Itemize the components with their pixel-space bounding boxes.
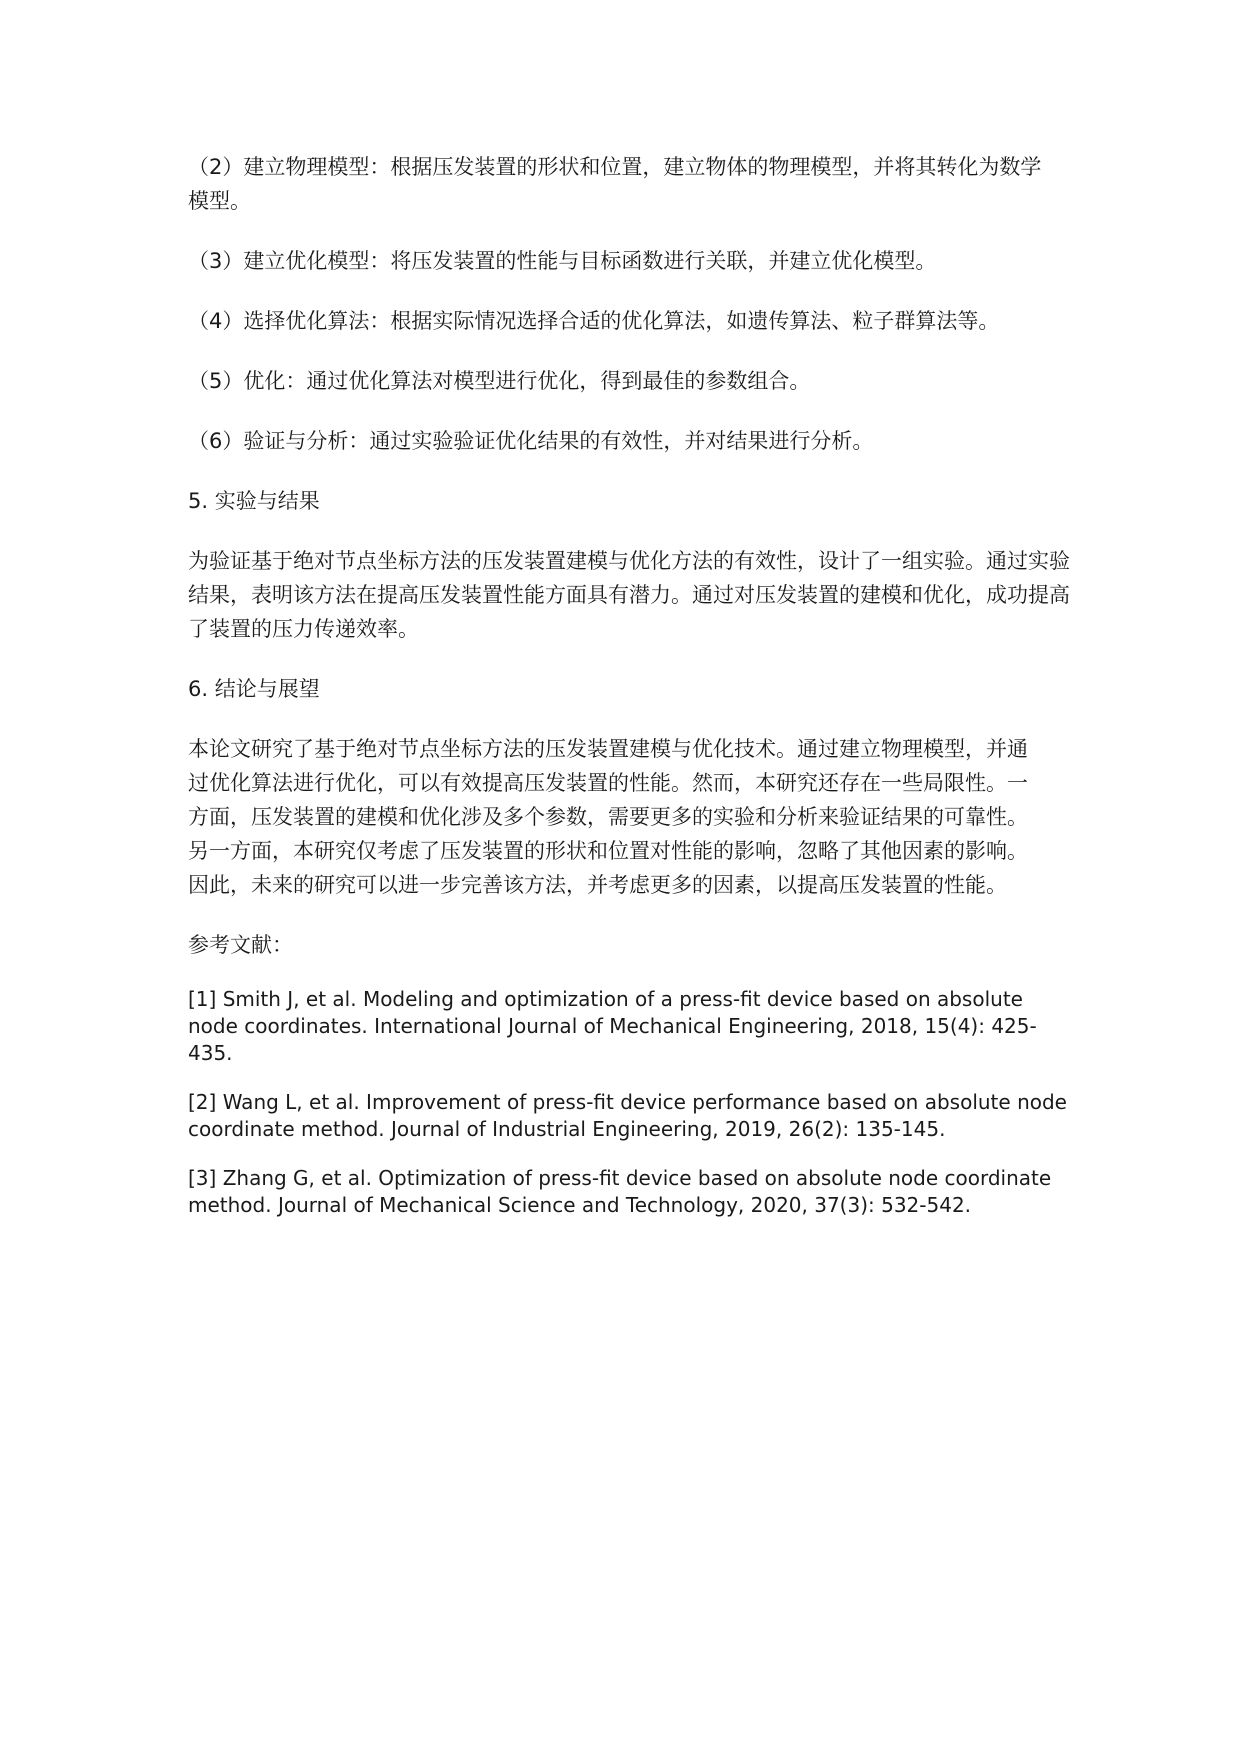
references-title: 参考文献：	[188, 933, 293, 957]
section-6-body: 本论文研究了基于绝对节点坐标方法的压发装置建模与优化技术。通过建立物理模型，并通过优化算法进行优化，可以有效提高压发装置的性能。然而，本研究还存在一些局限性。一方面，压发装置的建模和优化涉及多个参数，需要更多的实验和分析来验证结果的可靠性。另一方面，本研究仅考虑了压发装置的形状和位置对性能的影响，忽略了其他因素的影响。因此，未来的研究可以进一步完善该方法，并考虑更多的因素，以提高压发装置的性能。	[188, 737, 1028, 897]
reference-item-3: [3] Zhang G, et al. Optimization of press-fit device based on absolute node coordinate method. Journal of Mechanical Science and Technology, 2020, 37(3): 532-542.	[188, 1166, 1052, 1217]
step-paragraph-4: （4）选择优化算法：根据实际情况选择合适的优化算法，如遗传算法、粒子群算法等。	[188, 309, 1000, 333]
reference-item-2: [2] Wang L, et al. Improvement of press-fit device performance based on absolute node coordinate method. Journal of Industrial Engineering, 2019, 26(2): 135-145.	[188, 1090, 1067, 1141]
method-steps	[188, 150, 1088, 458]
section-5-body: 为验证基于绝对节点坐标方法的压发装置建模与优化方法的有效性，设计了一组实验。通过实验结果，表明该方法在提高压发装置性能方面具有潜力。通过对压发装置的建模和优化，成功提高了装置的压力传递效率。	[188, 549, 1070, 641]
reference-item-1: [1] Smith J, et al. Modeling and optimization of a press-fit device based on absolute node coordinates. International Journal of Mechanical Engineering, 2018, 15(4): 425-435.	[188, 987, 1037, 1065]
section-6-heading: 6. 结论与展望	[188, 677, 320, 701]
references-section	[188, 928, 1088, 1219]
step-paragraph-2: （2）建立物理模型：根据压发装置的形状和位置，建立物体的物理模型，并将其转化为数学模型。	[188, 155, 1042, 213]
step-paragraph-5: （5）优化：通过优化算法对模型进行优化，得到最佳的参数组合。	[188, 369, 811, 393]
step-paragraph-6: （6）验证与分析：通过实验验证优化结果的有效性，并对结果进行分析。	[188, 429, 874, 453]
document-page	[188, 150, 1088, 1241]
step-paragraph-3: （3）建立优化模型：将压发装置的性能与目标函数进行关联，并建立优化模型。	[188, 249, 937, 273]
section-5-heading: 5. 实验与结果	[188, 489, 320, 513]
